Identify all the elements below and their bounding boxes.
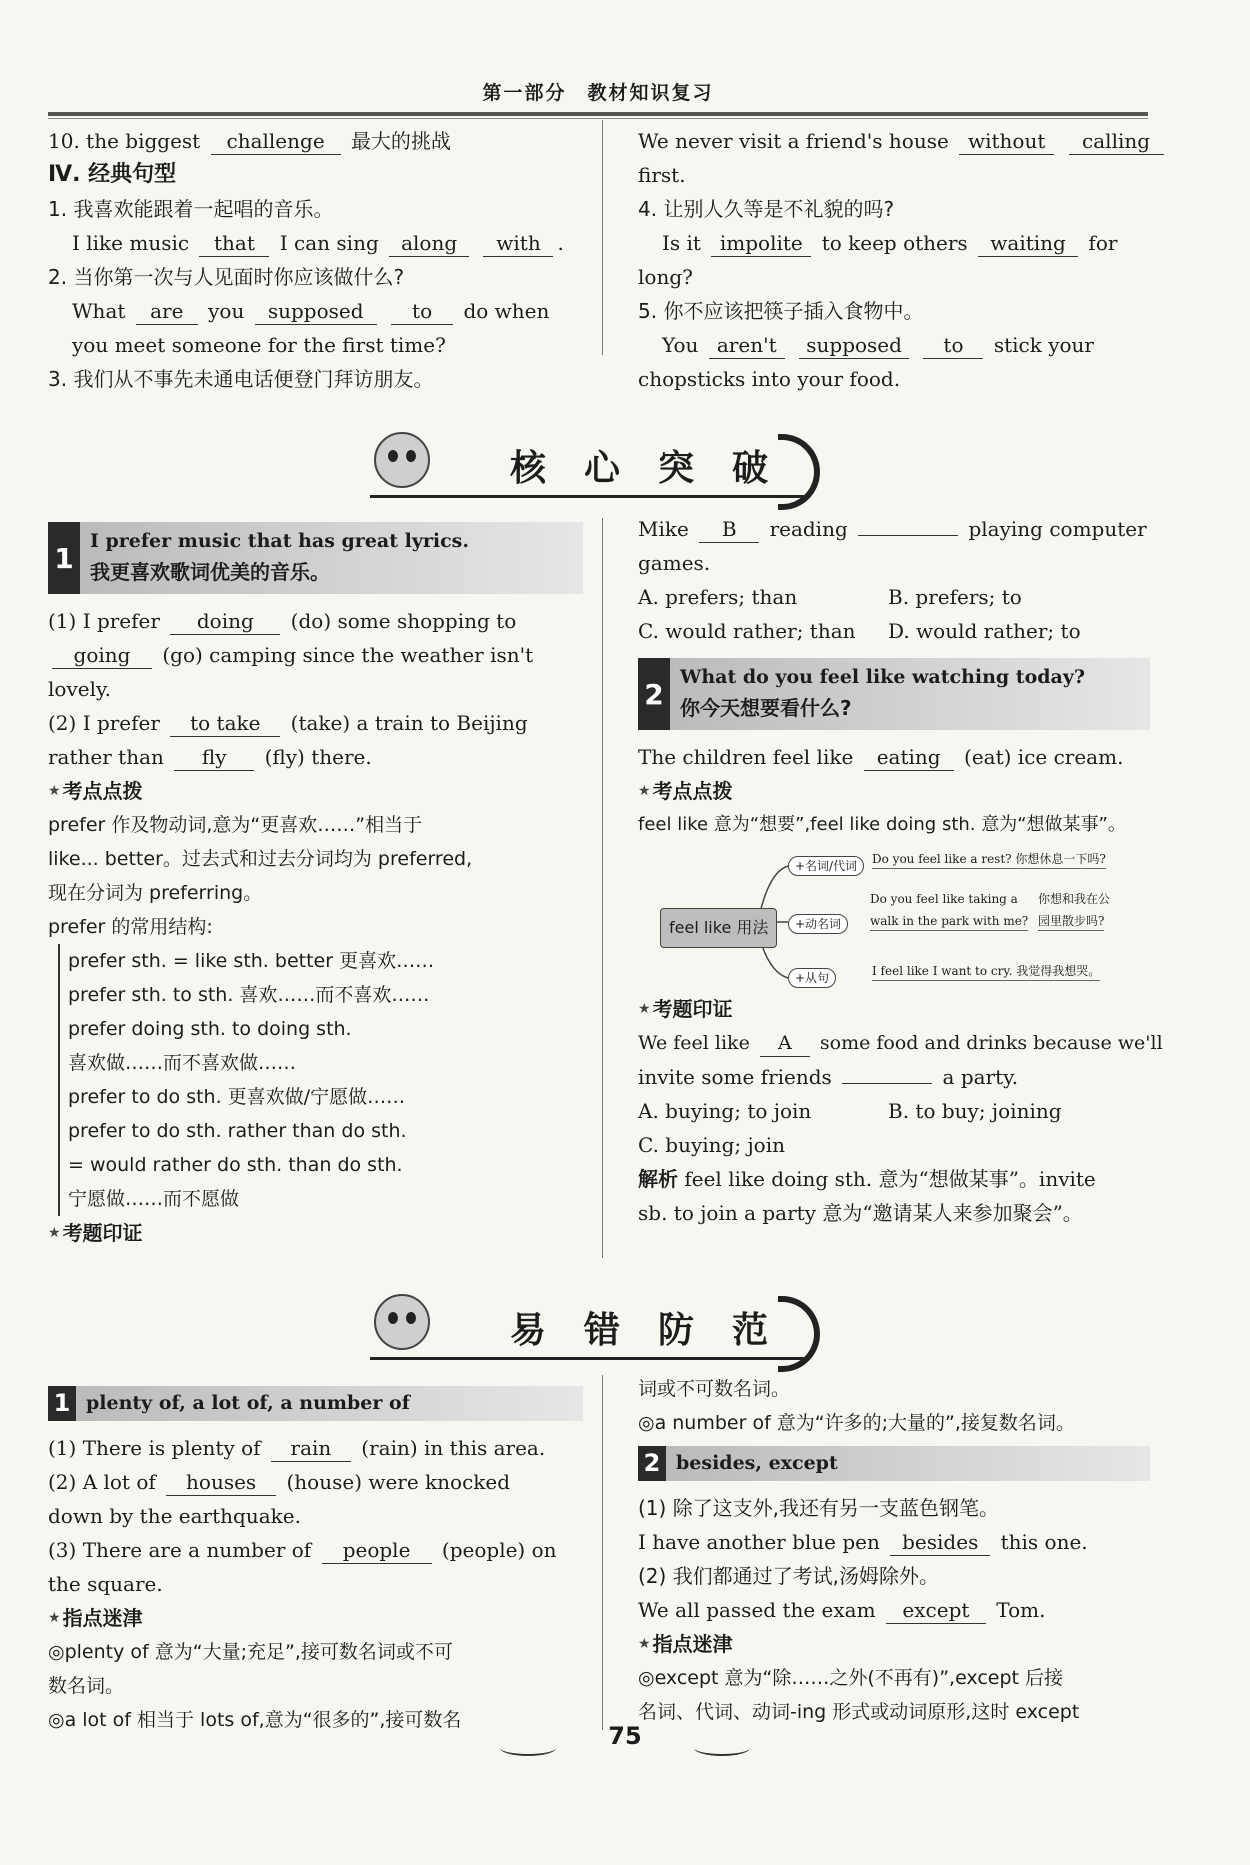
answer-blank: calling bbox=[1069, 128, 1164, 155]
sentence-2-en-cont: you meet someone for the first time? bbox=[72, 333, 446, 357]
page-header: 第一部分 教材知识复习 bbox=[482, 82, 714, 104]
sentence-5-en: You aren't supposed to stick your bbox=[662, 333, 1094, 357]
banner-underline bbox=[370, 495, 810, 498]
page-number: 75 bbox=[608, 1722, 642, 1750]
options-row bbox=[638, 1094, 1150, 1128]
column-divider bbox=[602, 1375, 603, 1730]
answer-blank: besides bbox=[890, 1529, 990, 1556]
tip-text: 现在分词为 preferring。 bbox=[48, 882, 263, 904]
answer-blank: are bbox=[136, 298, 198, 325]
option-c: C. buying; join bbox=[638, 1133, 785, 1157]
mind-map-example: 园里散步吗? bbox=[1038, 912, 1104, 931]
structure-item: prefer to do sth. 更喜欢做/宁愿做…… bbox=[68, 1086, 406, 1108]
structure-item: prefer doing sth. to doing sth. bbox=[68, 1018, 352, 1040]
error-2-example-1-zh: (1) 除了这支外,我还有另一支蓝色钢笔。 bbox=[638, 1496, 1000, 1520]
tip-heading: ★ 指点迷津 bbox=[48, 1606, 143, 1630]
sentence-5-zh: 5. 你不应该把筷子插入食物中。 bbox=[638, 299, 924, 323]
page-ornament-left bbox=[500, 1740, 556, 1756]
point-number-badge: 2 bbox=[638, 658, 670, 730]
answer-blank: going bbox=[52, 642, 152, 669]
point-number-badge: 1 bbox=[48, 522, 80, 594]
answer-blank: without bbox=[959, 128, 1054, 155]
tip-text: ◎a lot of 相当于 lots of,意为“很多的”,接可数名 bbox=[48, 1709, 462, 1731]
answer-blank: to bbox=[391, 298, 453, 325]
answer-blank: people bbox=[322, 1537, 432, 1564]
exercise-2-line-1: (2) I prefer to take (take) a train to Beijing bbox=[48, 711, 528, 735]
star-icon: ★ bbox=[48, 783, 61, 799]
answer-blank: that bbox=[199, 230, 269, 257]
tip-text: 数名词。 bbox=[48, 1675, 125, 1697]
tip-text: prefer 的常用结构: bbox=[48, 916, 213, 938]
answer-blank: supposed bbox=[799, 332, 909, 359]
tip-heading: ★ 考点点拨 bbox=[48, 779, 143, 803]
exercise-1-line-1: (1) I prefer doing (do) some shopping to bbox=[48, 609, 517, 633]
option-a: A. prefers; than bbox=[638, 585, 798, 609]
option-a: A. buying; to join bbox=[638, 1099, 812, 1123]
error-point-2-title-box: 2 besides, except bbox=[638, 1446, 1150, 1481]
error-point-1-title-box: 1 plenty of, a lot of, a number of bbox=[48, 1386, 583, 1421]
exam-question-2-cont: invite some friends a party. bbox=[638, 1065, 1019, 1089]
sentence-1-en: I like music that I can sing along with . bbox=[72, 231, 564, 255]
mind-map-node: +名词/代词 bbox=[788, 856, 864, 876]
tip-text: ◎plenty of 意为“大量;充足”,接可数名词或不可 bbox=[48, 1641, 453, 1663]
error-prevention-banner: 易错防范 bbox=[370, 1290, 810, 1370]
answer-blank bbox=[858, 535, 958, 536]
vocab-item-10: 10. the biggest challenge 最大的挑战 bbox=[48, 129, 451, 153]
star-icon: ★ bbox=[638, 1001, 651, 1017]
star-icon: ★ bbox=[638, 783, 651, 799]
error-right-column bbox=[638, 1372, 1150, 1729]
sentence-3-zh: 3. 我们从不事先未通电话便登门拜访朋友。 bbox=[48, 367, 434, 391]
header-rule bbox=[48, 112, 1148, 116]
error-1-example-2-cont: down by the earthquake. bbox=[48, 1504, 301, 1528]
answer-blank bbox=[842, 1083, 932, 1084]
column-divider bbox=[602, 120, 603, 355]
right-top-section bbox=[638, 124, 1150, 396]
answer-blank: except bbox=[886, 1597, 986, 1624]
answer-blank: eating bbox=[864, 744, 954, 771]
options-row bbox=[638, 580, 1150, 614]
banner-curl-icon bbox=[778, 1296, 820, 1372]
option-b: B. prefers; to bbox=[888, 585, 1022, 609]
sentence-1-zh: 1. 我喜欢能跟着一起唱的音乐。 bbox=[48, 197, 334, 221]
sentence-4-en: Is it impolite to keep others waiting for bbox=[662, 231, 1118, 255]
options-row bbox=[638, 614, 1150, 648]
answer-blank: impolite bbox=[711, 230, 811, 257]
structure-item: 宁愿做……而不愿做 bbox=[68, 1188, 240, 1210]
sentence-4-en-cont: long? bbox=[638, 265, 693, 289]
exercise-1-line-3: lovely. bbox=[48, 677, 111, 701]
structure-list bbox=[58, 944, 583, 1216]
exam-question-2: We feel like A some food and drinks because we'll bbox=[638, 1026, 1150, 1060]
mind-map-example: Do you feel like taking a bbox=[870, 892, 1018, 906]
core-point-1 bbox=[48, 518, 583, 1250]
structure-item: = would rather do sth. than do sth. bbox=[68, 1154, 403, 1176]
tip-text: like... better。过去式和过去分词均为 preferred, bbox=[48, 848, 473, 870]
exam-question-1: Mike B reading playing computer bbox=[638, 517, 1147, 541]
structure-item: prefer sth. = like sth. better 更喜欢…… bbox=[68, 950, 435, 972]
mind-map-node: +动名词 bbox=[788, 914, 848, 934]
sentence-5-en-cont: chopsticks into your food. bbox=[638, 367, 901, 391]
analysis-cont: sb. to join a party 意为“邀请某人来参加聚会”。 bbox=[638, 1201, 1083, 1225]
mind-map-example: I feel like I want to cry. 我觉得我想哭。 bbox=[872, 962, 1100, 981]
structure-item: prefer to do sth. rather than do sth. bbox=[68, 1120, 407, 1142]
analysis: 解析 feel like doing sth. 意为“想做某事”。invite bbox=[638, 1167, 1096, 1191]
answer-blank: waiting bbox=[978, 230, 1078, 257]
mascot-icon bbox=[374, 432, 430, 488]
option-b: B. to buy; joining bbox=[888, 1099, 1062, 1123]
banner-underline bbox=[370, 1357, 810, 1360]
mind-map-example: Do you feel like a rest? 你想休息一下吗? bbox=[872, 850, 1106, 869]
core-point-1-title-box: 1 I prefer music that has great lyrics. 我更喜欢歌词优美的音乐。 bbox=[48, 522, 583, 594]
answer-blank: challenge bbox=[211, 128, 341, 155]
sentence-3-en-cont: first. bbox=[638, 163, 686, 187]
structure-item: 喜欢做……而不喜欢做…… bbox=[68, 1052, 297, 1074]
error-2-example-1-en: I have another blue pen besides this one. bbox=[638, 1530, 1088, 1554]
mind-map-center: feel like 用法 bbox=[660, 908, 777, 948]
answer-blank: supposed bbox=[255, 298, 377, 325]
left-top-section bbox=[48, 124, 583, 396]
tip-text: 名词、代词、动词-ing 形式或动词原形,这时 except bbox=[638, 1701, 1080, 1723]
tip-text: prefer 作及物动词,意为“更喜欢……”相当于 bbox=[48, 814, 423, 836]
error-2-example-2-en: We all passed the exam except Tom. bbox=[638, 1598, 1046, 1622]
tip-text: feel like 意为“想要”,feel like doing sth. 意为“想做某事”。 bbox=[638, 814, 1126, 835]
option-d: D. would rather; to bbox=[888, 619, 1081, 643]
exercise-1-line-2: going (go) camping since the weather isn't bbox=[48, 638, 583, 672]
sentence-4-zh: 4. 让别人久等是不礼貌的吗? bbox=[638, 197, 895, 221]
core-breakthrough-banner: 核心突破 bbox=[370, 428, 810, 508]
mascot-icon bbox=[374, 1294, 430, 1350]
exam-heading: ★ 考题印证 bbox=[638, 997, 733, 1021]
answer-blank: doing bbox=[170, 608, 280, 635]
mind-map-example: 你想和我在公 bbox=[1038, 892, 1111, 906]
column-divider bbox=[602, 518, 603, 1258]
star-icon: ★ bbox=[638, 1636, 651, 1652]
exercise-2-line-2: rather than fly (fly) there. bbox=[48, 745, 372, 769]
answer-blank: to bbox=[923, 332, 983, 359]
error-1-example-3-cont: the square. bbox=[48, 1572, 163, 1596]
page-ornament-right bbox=[694, 1740, 750, 1756]
mind-map bbox=[638, 842, 1150, 992]
banner-curl-icon bbox=[778, 434, 820, 510]
option-c: C. would rather; than bbox=[638, 619, 856, 643]
section-heading: Ⅳ. 经典句型 bbox=[48, 162, 177, 187]
exam-heading: ★ 考题印证 bbox=[48, 1221, 143, 1245]
point-number-badge: 2 bbox=[638, 1446, 666, 1481]
core-point-2-title-box: 2 What do you feel like watching today? 你今天想要看什么? bbox=[638, 658, 1150, 730]
error-1-example-3: (3) There are a number of people (people) on bbox=[48, 1538, 557, 1562]
sentence-2-en: What are you supposed to do when bbox=[72, 299, 550, 323]
exam-question-1-cont: games. bbox=[638, 551, 711, 575]
sentence-3-en: We never visit a friend's house without calling bbox=[638, 124, 1150, 158]
tip-text: ◎except 意为“除……之外(不再有)”,except 后接 bbox=[638, 1667, 1064, 1689]
answer-blank: fly bbox=[174, 744, 254, 771]
structure-item: prefer sth. to sth. 喜欢……而不喜欢…… bbox=[68, 984, 430, 1006]
answer-blank: houses bbox=[166, 1469, 276, 1496]
error-2-example-2-zh: (2) 我们都通过了考试,汤姆除外。 bbox=[638, 1564, 940, 1588]
error-point-1 bbox=[48, 1382, 583, 1737]
error-1-example-2: (2) A lot of houses (house) were knocked bbox=[48, 1470, 511, 1494]
core-2-example: The children feel like eating (eat) ice cream. bbox=[638, 745, 1124, 769]
answer-blank: A bbox=[760, 1030, 810, 1057]
point-number-badge: 1 bbox=[48, 1386, 76, 1421]
header-rule-thin bbox=[48, 118, 1148, 119]
tip-heading: ★ 指点迷津 bbox=[638, 1632, 733, 1656]
answer-blank: to take bbox=[170, 710, 280, 737]
answer-blank: aren't bbox=[709, 332, 785, 359]
mind-map-example: walk in the park with me? bbox=[870, 912, 1028, 931]
answer-blank: with bbox=[483, 230, 553, 257]
analysis-label: 解析 bbox=[638, 1167, 678, 1191]
tip-text: 词或不可数名词。 bbox=[638, 1378, 791, 1400]
tip-heading: ★ 考点点拨 bbox=[638, 779, 733, 803]
sentence-2-zh: 2. 当你第一次与人见面时你应该做什么? bbox=[48, 265, 405, 289]
answer-blank: along bbox=[389, 230, 469, 257]
answer-blank: B bbox=[699, 516, 759, 543]
answer-blank: rain bbox=[271, 1435, 351, 1462]
star-icon: ★ bbox=[48, 1610, 61, 1626]
mind-map-node: +从句 bbox=[788, 968, 836, 988]
core-right-column bbox=[638, 512, 1163, 1230]
star-icon: ★ bbox=[48, 1225, 61, 1241]
tip-text: ◎a number of 意为“许多的;大量的”,接复数名词。 bbox=[638, 1412, 1075, 1434]
error-1-example-1: (1) There is plenty of rain (rain) in this area. bbox=[48, 1436, 546, 1460]
